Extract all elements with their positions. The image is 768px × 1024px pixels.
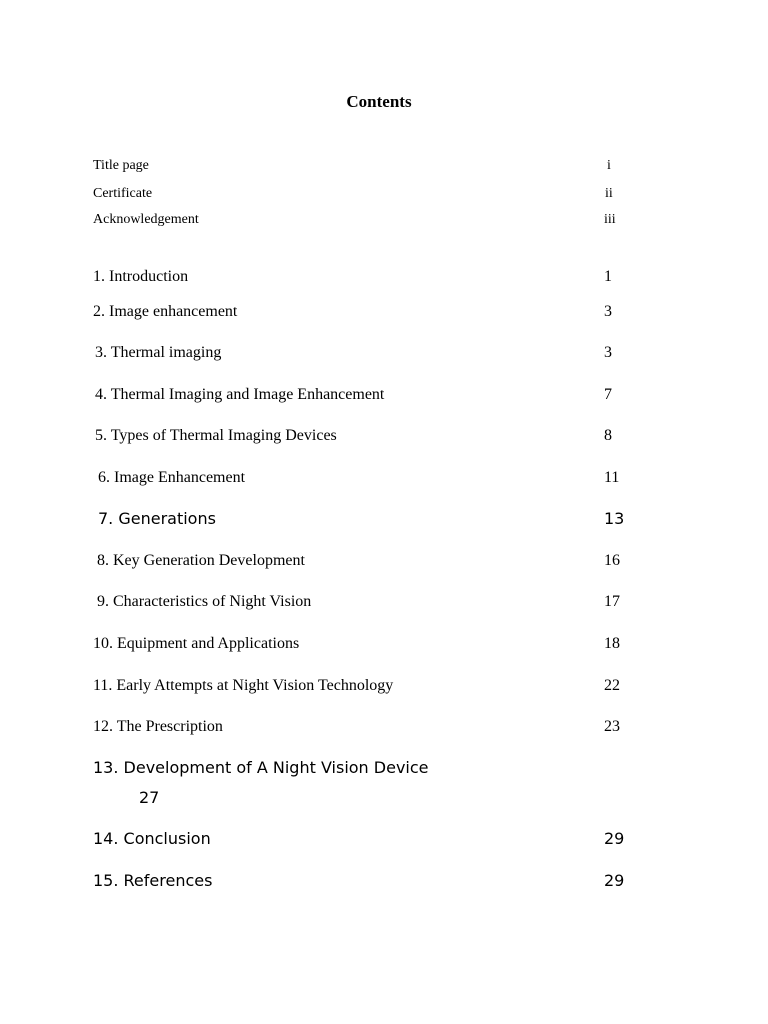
toc-label: 4. Thermal Imaging and Image Enhancement [95,386,385,403]
toc-page-number: ii [605,186,613,201]
toc-page-number: 13 [604,509,625,528]
toc-label: Title page [93,158,149,173]
page-title: Contents [346,92,412,111]
toc-entry-certificate [0,186,768,210]
toc-label: 10. Equipment and Applications [93,635,300,652]
toc-page-number: 11 [604,469,620,486]
toc-label: Acknowledgement [93,212,199,227]
toc-entry-conclusion [0,829,768,853]
toc-label: 6. Image Enhancement [98,469,246,486]
toc-label: 8. Key Generation Development [97,552,305,569]
toc-label: 13. Development of A Night Vision Device [93,758,429,777]
toc-page-number: iii [604,212,616,227]
toc-label: 5. Types of Thermal Imaging Devices [95,427,337,444]
toc-page-number: 29 [604,829,625,848]
toc-entry-generations [0,509,768,533]
toc-page-number: 22 [604,677,620,694]
toc-page-number: 7 [604,386,612,403]
toc-page-number: 16 [604,552,620,569]
toc-entry-prescription [0,718,768,742]
toc-entry-equipment-applications [0,635,768,659]
toc-page-number: 3 [604,344,612,361]
toc-label: 15. References [93,871,213,890]
toc-entry-thermal-imaging-devices [0,427,768,451]
toc-label: 3. Thermal imaging [95,344,222,361]
toc-page-number: 29 [604,871,625,890]
toc-page-number: 1 [604,268,612,285]
toc-page-number: 23 [604,718,620,735]
toc-entry-title-page [0,158,768,182]
toc-page-number: 27 [139,788,160,807]
toc-page-number: i [607,158,611,173]
toc-entry-thermal-imaging-and-enhancement [0,386,768,410]
toc-entry-thermal-imaging [0,344,768,368]
toc-page-number: 3 [604,303,612,320]
toc-entry-early-attempts [0,677,768,701]
toc-label: 14. Conclusion [93,829,211,848]
toc-entry-characteristics [0,593,768,617]
toc-label: 2. Image enhancement [93,303,238,320]
toc-page-number: 8 [604,427,612,444]
toc-label: Certificate [93,186,153,201]
toc-entry-key-generation-development [0,552,768,576]
toc-entry-image-enhancement-2 [0,469,768,493]
toc-label: 11. Early Attempts at Night Vision Technology [93,677,394,694]
toc-label: 9. Characteristics of Night Vision [97,593,312,610]
toc-page-number: 17 [604,593,620,610]
toc-entry-image-enhancement [0,303,768,327]
toc-entry-acknowledgement [0,212,768,236]
toc-page-number: 18 [604,635,620,652]
toc-entry-introduction [0,268,768,292]
toc-label: 12. The Prescription [93,718,223,735]
toc-label: 1. Introduction [93,268,189,285]
toc-entry-development-device [0,758,768,814]
toc-label: 7. Generations [98,509,216,528]
toc-entry-references [0,871,768,895]
